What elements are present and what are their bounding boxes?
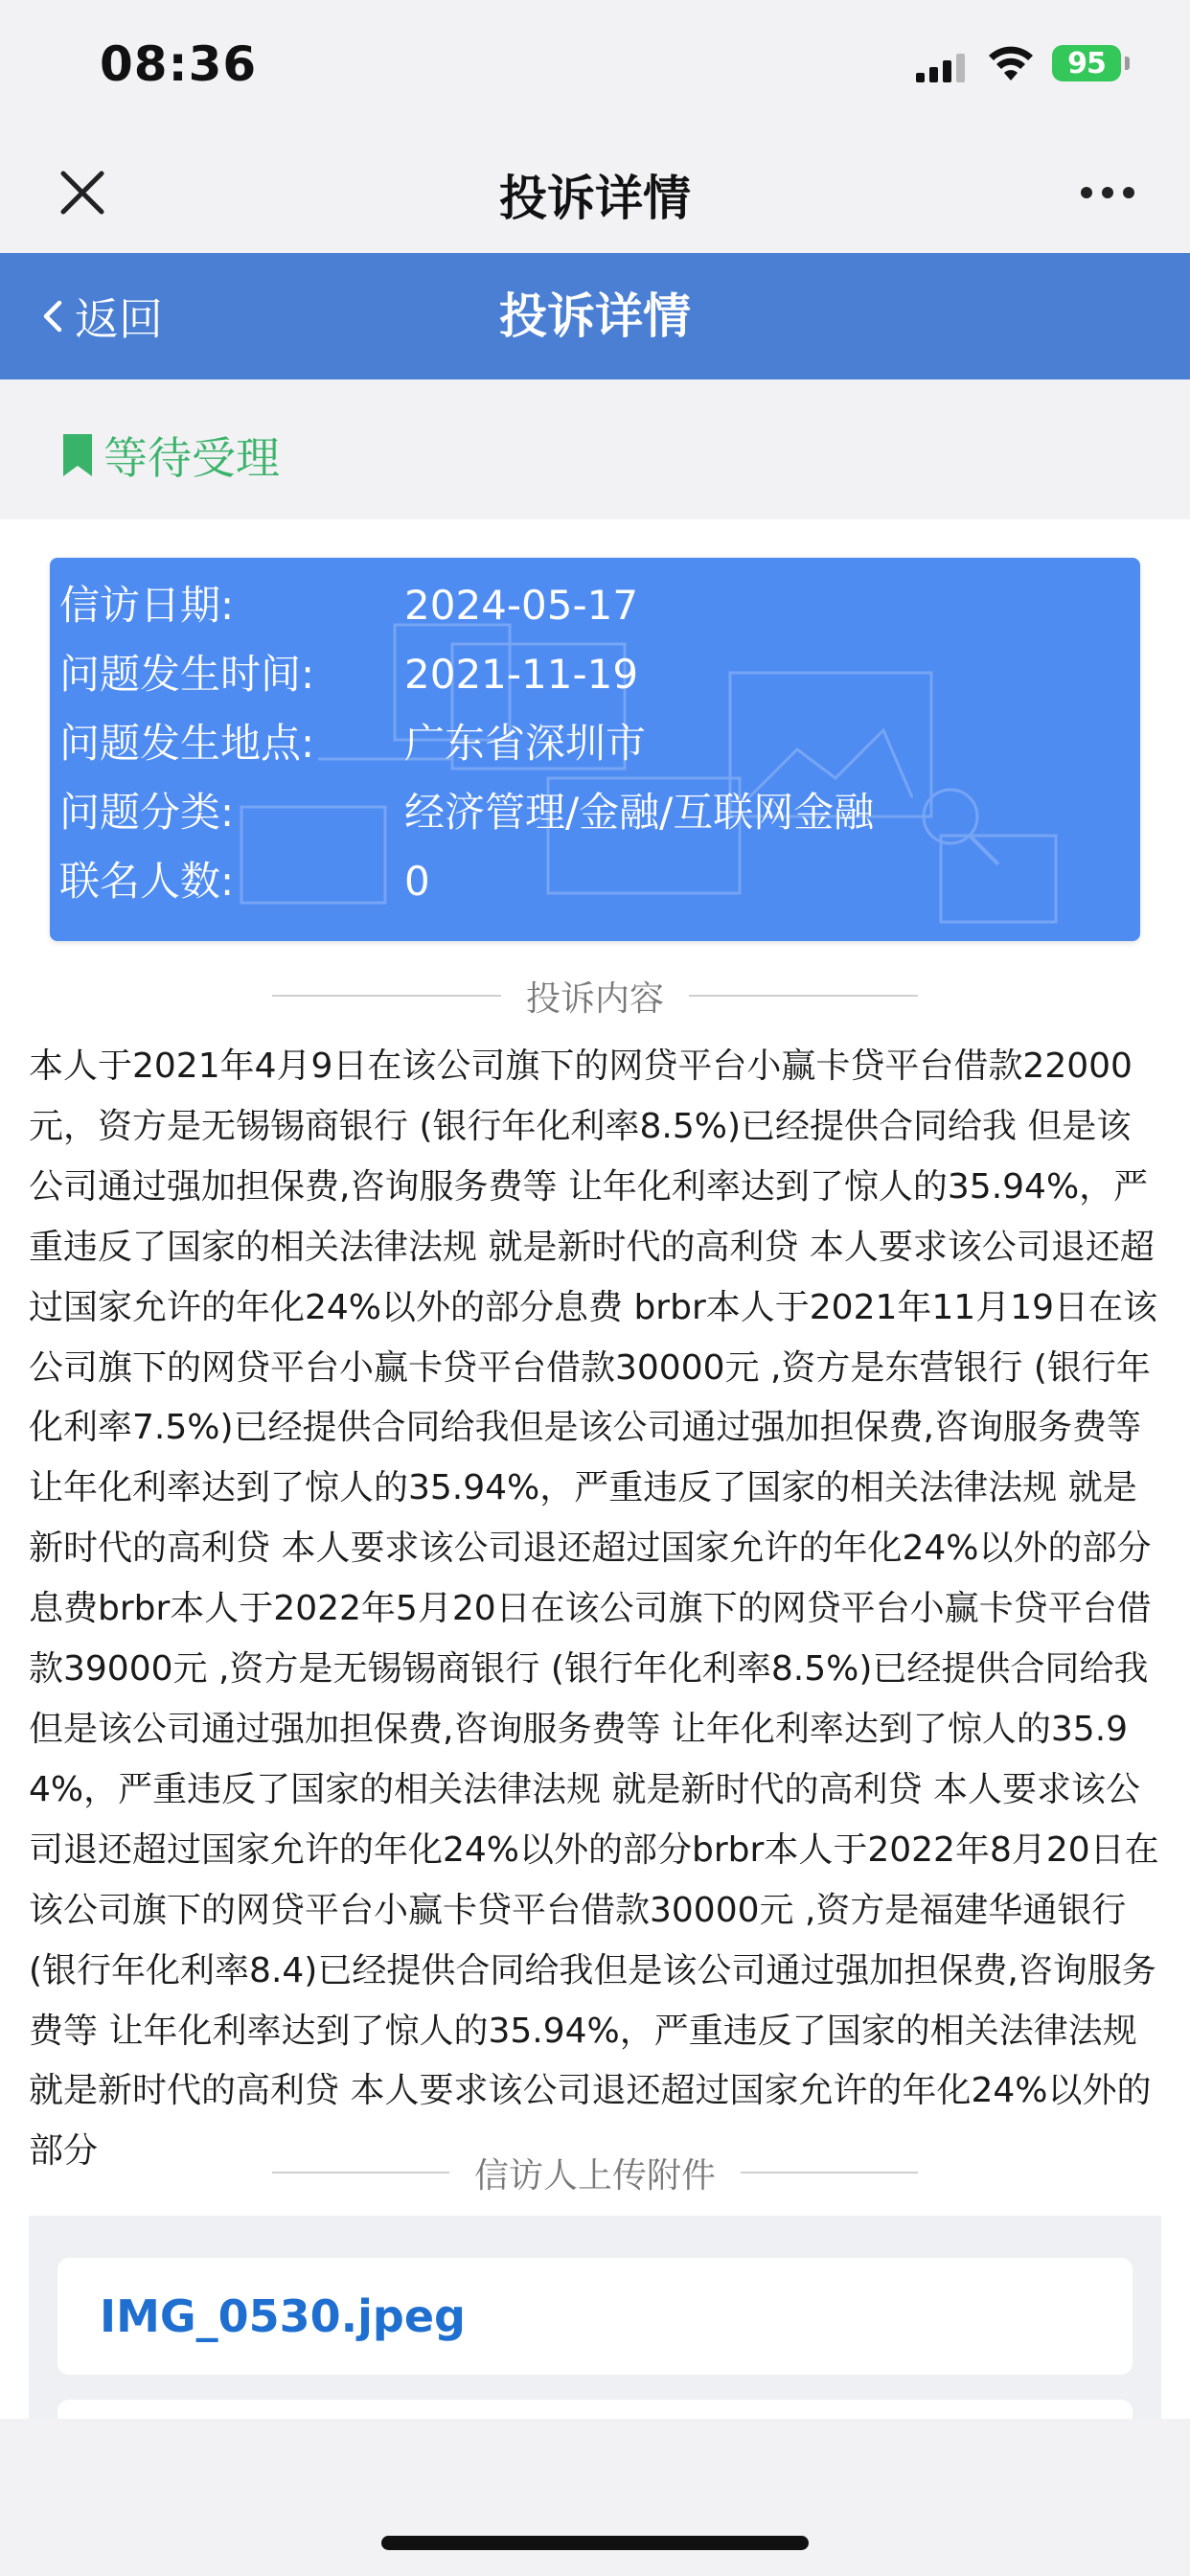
info-value: 广东省深圳市	[404, 720, 647, 767]
attachment-link[interactable]: IMG_0530.jpeg	[100, 2290, 466, 2342]
info-card	[50, 558, 1140, 941]
attachment-item[interactable]	[57, 2258, 1133, 2375]
section-title: 投诉内容	[526, 978, 665, 1019]
divider-line	[272, 2172, 449, 2174]
signal-icon	[916, 54, 968, 82]
section-title: 信访人上传附件	[474, 2155, 717, 2196]
divider-line	[272, 995, 501, 997]
info-value: 2024-05-17	[404, 582, 639, 629]
info-value: 0	[404, 858, 430, 905]
divider-line	[689, 995, 918, 997]
info-value: 2021-11-19	[404, 651, 639, 698]
content-area	[0, 519, 1190, 2419]
bottom-safe-area	[0, 2419, 1190, 2576]
status-bar	[0, 0, 1190, 134]
battery-level: 95	[1067, 46, 1106, 80]
battery-cap	[1125, 57, 1130, 70]
wifi-icon	[987, 44, 1035, 82]
info-label: 问题分类:	[59, 789, 235, 836]
info-label: 信访日期:	[59, 582, 235, 629]
divider-line	[741, 2172, 918, 2174]
battery-icon	[1052, 45, 1121, 81]
info-label: 问题发生时间:	[59, 651, 315, 698]
back-label: 返回	[75, 293, 163, 345]
chevron-left-icon	[40, 297, 65, 335]
bookmark-icon	[63, 434, 92, 476]
complaint-section-header	[272, 972, 918, 1020]
status-label: 等待受理	[103, 432, 280, 484]
page-header	[0, 253, 1190, 380]
nav-title: 投诉详情	[499, 171, 691, 226]
info-label: 问题发生地点:	[59, 720, 315, 767]
complaint-content: 本人于2021年4月9日在该公司旗下的网贷平台小赢卡贷平台借款22000元，资方是无锡锡商银行 (银行年化利率8.5%)已经提供合同给我 但是该公司通过强加担保费,咨询服务费等 让年化利率达到了惊人的35.94%，严重违反了国家的相关法律法规 就是新时代的高利贷 本人要求该公司退还超过国家允许的年化24%以外的部分息费 brbr本人于2021年11月19日在该公司旗下的网贷平台小赢卡贷平台借款30000元 ,资方是东营银行 (银行年化利率7.5%)已经提供合同给我但是该公司通过强加担保费,咨询服务费等 让年化利率达到了惊人的35.94%，严重违反了国家的相关法律法规 就是新时代的高利贷 本人要求该公司退还超过国家允许的年化24%以外的部分息费brbr本人于2022年5月20日在该公司旗下的网贷平台小赢卡贷平台借款39000元 ,资方是无锡锡商银行 (银行年化利率8.5%)已经提供合同给我但是该公司通过强加担保费,咨询服务费等 让年化利率达到了惊人的35.94%，严重违反了国家的相关法律法规 就是新时代的高利贷 本人要求该公司退还超过国家允许的年化24%以外的部分brbr本人于2022年8月20日在该公司旗下的网贷平台小赢卡贷平台借款30000元 ,资方是福建华通银行 (银行年化利率8.4)已经提供合同给我但是该公司通过强加担保费,咨询服务费等 让年化利率达到了惊人的35.94%，严重违反了国家的相关法律法规 就是新时代的高利贷 本人要求该公司退还超过国家允许的年化24%以外的部分	[29, 1046, 1159, 2172]
back-button[interactable]	[40, 253, 163, 380]
status-row	[0, 380, 1190, 519]
attachment-item[interactable]	[57, 2400, 1133, 2419]
attachments-list	[29, 2216, 1161, 2419]
more-icon[interactable]	[1079, 184, 1136, 201]
status-time: 08:36	[100, 36, 258, 92]
info-label: 联名人数:	[59, 858, 235, 905]
page-title: 投诉详情	[499, 288, 691, 344]
status-badge	[63, 424, 280, 487]
attachments-section-header	[272, 2149, 918, 2196]
info-value: 经济管理/金融/互联网金融	[404, 789, 875, 836]
home-indicator[interactable]	[381, 2536, 809, 2550]
nav-bar	[0, 134, 1190, 253]
